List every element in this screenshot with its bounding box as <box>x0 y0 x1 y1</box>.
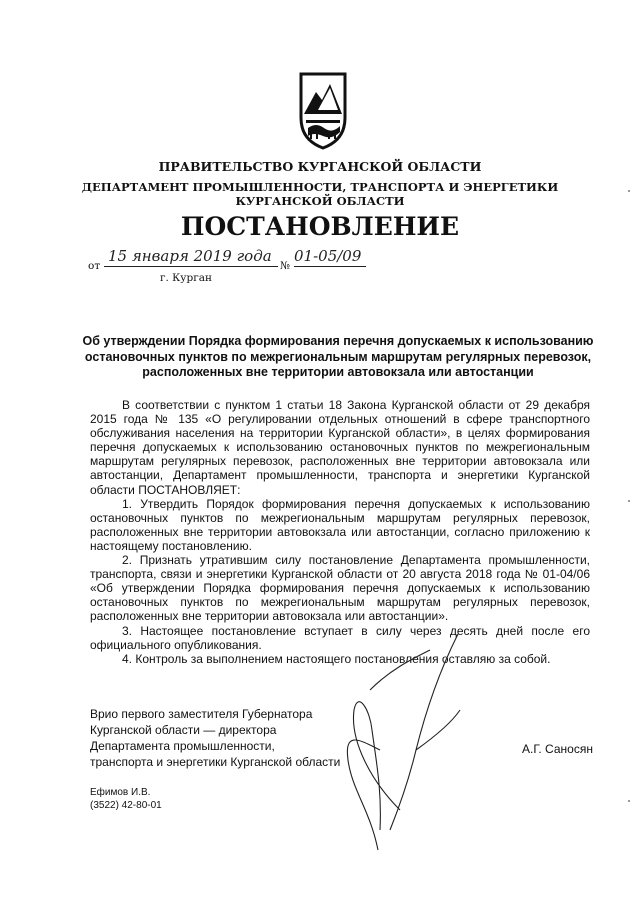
number-underline <box>294 266 366 267</box>
paragraph-item-2: 2. Признать утратившим силу постановление Департамента промышленности, транспорта, связи и энергетики Курганской области от 20 августа 2018 года № 01-04/06 «Об утверждении Порядка формирования перечня допускаемых к использованию остановочных пунктов по межрегиональным маршрутам регулярных перевозок, расположенных вне территории автовокзала или автостанции». <box>90 553 590 624</box>
government-name: ПРАВИТЕЛЬСТВО КУРГАНСКОЙ ОБЛАСТИ <box>158 159 482 174</box>
signer-position-line-1: Врио первого заместителя Губернатора <box>90 707 313 721</box>
signer-name: А.Г. Саносян <box>522 742 593 756</box>
department-name <box>0 180 640 208</box>
department-line-2: КУРГАНСКОЙ ОБЛАСТИ <box>235 194 405 208</box>
executor-phone: (3522) 42-80-01 <box>90 799 162 811</box>
executor-name: Ефимов И.В. <box>90 787 151 798</box>
handwritten-signature <box>330 630 480 860</box>
department-line-1: ДЕПАРТАМЕНТ ПРОМЫШЛЕННОСТИ, ТРАНСПОРТА И ЭНЕРГЕТИКИ <box>81 180 559 194</box>
handwritten-number: 01-05/09 <box>294 247 362 265</box>
scan-mark <box>628 800 630 802</box>
date-label: от <box>88 260 101 272</box>
city: г. Курган <box>160 272 212 284</box>
signer-block <box>90 706 340 770</box>
scan-mark <box>628 500 630 502</box>
handwritten-date: 15 января 2019 года <box>108 247 272 265</box>
scan-mark <box>628 190 630 192</box>
document-type: ПОСТАНОВЛЕНИЕ <box>180 212 460 241</box>
signer-position-line-3: Департамента промышленности, <box>90 739 275 753</box>
paragraph-item-3: 3. Настоящее постановление вступает в силу через десять дней после его официального опубликования. <box>90 623 590 652</box>
date-underline <box>104 266 278 267</box>
signer-position-line-4: транспорта и энергетики Курганской области <box>90 755 341 769</box>
paragraph-preamble: В соответствии с пунктом 1 статьи 18 Закона Курганской области от 29 декабря 2015 года № 135 «О регулировании отдельных отношений в сфере транспортного обслуживания населения на территории Курганской области», в целях формирования перечня допускаемых к использованию остановочных пунктов по межрегиональным маршрутам регулярных перевозок, расположенных вне территории автовокзала или автостанции, Департамент промышленности, транспорта и энергетики Курганской области ПОСТАНОВЛЯЕТ: <box>90 398 590 497</box>
document-title: Об утверждении Порядка формирования перечня допускаемых к использованию остановочных пунктов по межрегиональным маршрутам регулярных перевозок, расположенных вне территории автовокзала или автостанции <box>82 334 594 379</box>
number-label: № <box>280 260 290 272</box>
document-body <box>90 398 590 666</box>
paragraph-item-1: 1. Утвердить Порядок формирования перечня допускаемых к использованию остановочных пунктов по межрегиональным маршрутам регулярных перевозок, расположенных вне территории автовокзала или автостанции, согласно приложению к настоящему постановлению. <box>90 496 590 553</box>
executor-block <box>90 787 162 812</box>
signer-position-line-2: Курганской области — директора <box>90 723 277 737</box>
kurgan-coat-of-arms-icon <box>298 70 348 150</box>
paragraph-item-4: 4. Контроль за выполнением настоящего постановления оставляю за собой. <box>122 651 551 666</box>
